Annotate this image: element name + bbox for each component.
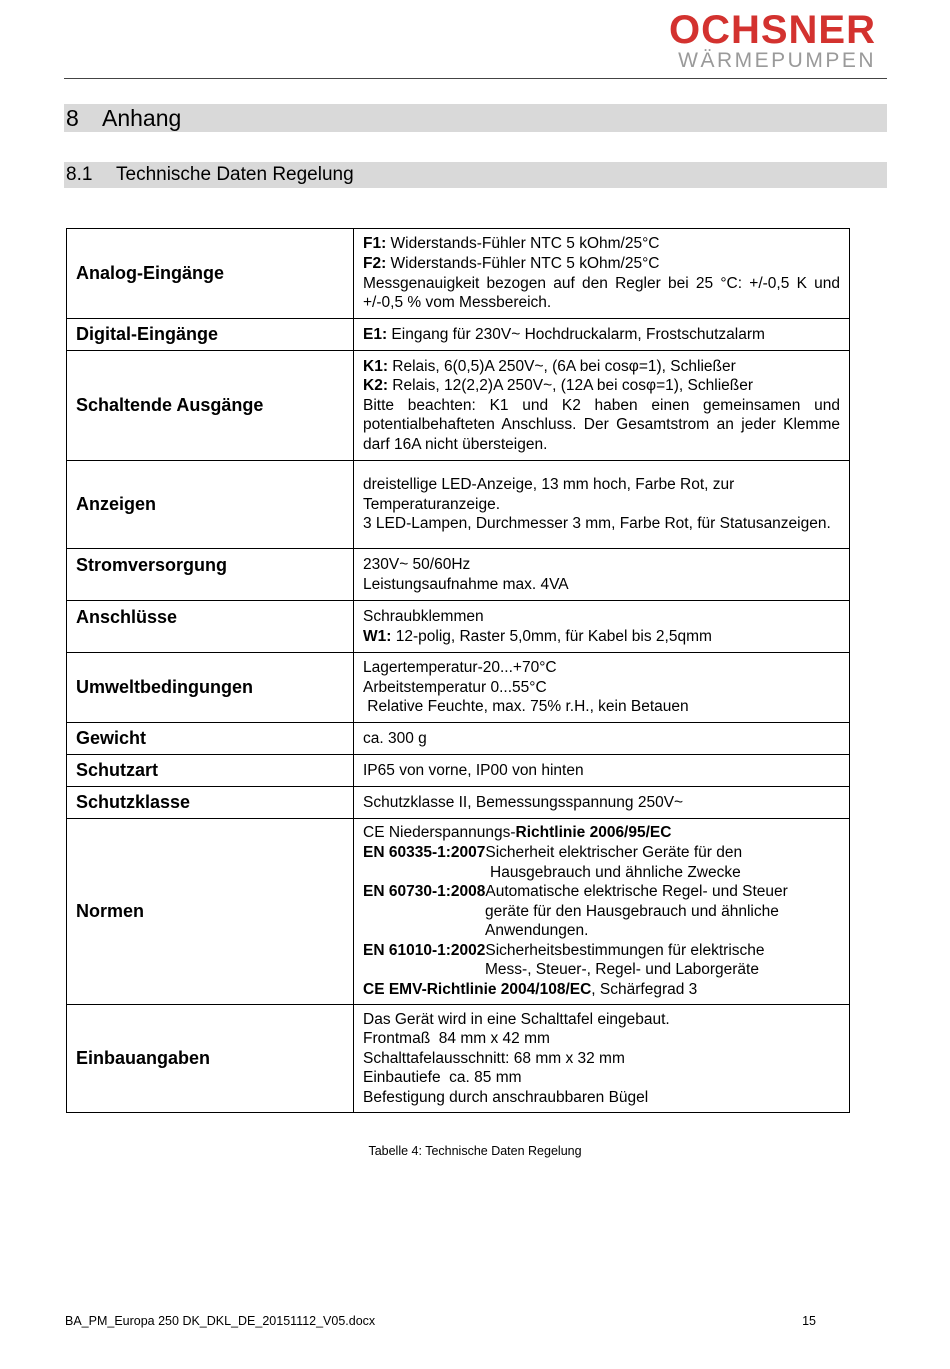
k1-text: Relais, 6(0,5)A 250V~, (6A bei cosφ=1), Schließer xyxy=(387,357,736,375)
table-row-installation xyxy=(67,1005,850,1113)
subsection-heading xyxy=(64,162,887,188)
f1-key: F1: xyxy=(363,235,387,253)
row-label: Umweltbedingungen xyxy=(67,653,354,723)
table-caption: Tabelle 4: Technische Daten Regelung xyxy=(368,1144,582,1158)
section-heading xyxy=(64,104,887,132)
row-value xyxy=(354,601,850,653)
installation-line: Das Gerät wird in eine Schalttafel eingebaut. xyxy=(363,1010,670,1028)
table-row-outputs xyxy=(67,351,850,461)
table-row-environment xyxy=(67,653,850,723)
f2-text: Widerstands-Fühler NTC 5 kOhm/25°C xyxy=(386,254,660,272)
w1-text: 12-polig, Raster 5,0mm, für Kabel bis 2,5qmm xyxy=(391,627,712,645)
emv-text: , Schärfegrad 3 xyxy=(591,981,698,999)
k1-key: K1: xyxy=(363,357,388,375)
table-row-power xyxy=(67,549,850,601)
row-value xyxy=(354,229,850,319)
power-line: Leistungsaufnahme max. 4VA xyxy=(363,575,569,593)
footer-filename: BA_PM_Europa 250 DK_DKL_DE_20151112_V05.docx xyxy=(65,1314,376,1328)
f1-text: Widerstands-Fühler NTC 5 kOhm/25°C xyxy=(386,235,660,253)
row-value: ca. 300 g xyxy=(354,723,850,755)
display-line: 3 LED-Lampen, Durchmesser 3 mm, Farbe Rot, für Statusanzeigen. xyxy=(363,515,831,533)
installation-line: Einbautiefe ca. 85 mm xyxy=(363,1069,522,1087)
e1-key: E1: xyxy=(363,325,388,343)
row-label: Einbauangaben xyxy=(67,1005,354,1113)
row-label: Schaltende Ausgänge xyxy=(67,351,354,461)
accuracy-note: Messgenauigkeit bezogen auf den Regler bei 25 °C: +/-0,5 K und +/-0,5 % vom Messbereich. xyxy=(363,274,840,312)
row-label: Normen xyxy=(67,819,354,1005)
row-value: Schutzklasse II, Bemessungsspannung 250V~ xyxy=(354,787,850,819)
en2-text: Automatische elektrische Regel- und Steuer xyxy=(485,883,788,901)
table-row-connections xyxy=(67,601,850,653)
table-row-digital xyxy=(67,319,850,351)
table-row-protection-class xyxy=(67,787,850,819)
power-line: 230V~ 50/60Hz xyxy=(363,555,471,573)
installation-line: Frontmaß 84 mm x 42 mm xyxy=(363,1030,550,1048)
e1-text: Eingang für 230V~ Hochdruckalarm, Frostschutzalarm xyxy=(387,325,765,343)
row-label: Anzeigen xyxy=(67,461,354,549)
table-row-weight xyxy=(67,723,850,755)
outputs-note: Bitte beachten: K1 und K2 haben einen gemeinsamen und potentialbehafteten Anschluss. Der Gesamtstrom an jeder Klemme darf 16A nicht übersteigen. xyxy=(363,396,840,453)
row-label: Schutzart xyxy=(67,755,354,787)
environment-line: Relative Feuchte, max. 75% r.H., kein Betauen xyxy=(363,698,689,716)
row-value xyxy=(354,1005,850,1113)
en1-continuation: Hausgebrauch und ähnliche Zwecke xyxy=(490,863,741,881)
technical-data-table xyxy=(66,228,850,1113)
row-label: Analog-Eingänge xyxy=(67,229,354,319)
installation-line: Schalttafelausschnitt: 68 mm x 32 mm xyxy=(363,1049,625,1067)
section-number: 8 xyxy=(66,105,79,131)
table-row-norms xyxy=(67,819,850,1005)
en2-key: EN 60730-1:2008 xyxy=(363,883,486,901)
en2-continuation: geräte für den Hausgebrauch und ähnliche xyxy=(485,902,779,920)
row-label: Anschlüsse xyxy=(67,601,354,653)
row-value xyxy=(354,653,850,723)
row-label: Stromversorgung xyxy=(67,549,354,601)
row-value xyxy=(354,461,850,549)
emv-directive: CE EMV-Richtlinie 2004/108/EC xyxy=(363,981,592,999)
table-row-protection xyxy=(67,755,850,787)
environment-line: Arbeitstemperatur 0...55°C xyxy=(363,678,547,696)
en1-key: EN 60335-1:2007 xyxy=(363,843,486,861)
row-value xyxy=(354,819,850,1005)
section-title: Anhang xyxy=(102,105,182,131)
ce-low-prefix: CE Niederspannungs- xyxy=(363,824,516,842)
row-value xyxy=(354,351,850,461)
en3-continuation: Mess-, Steuer-, Regel- und Laborgeräte xyxy=(485,961,759,979)
display-line: dreistellige LED-Anzeige, 13 mm hoch, Farbe Rot, zur Temperaturanzeige. xyxy=(363,476,735,513)
table-row-displays xyxy=(67,461,850,549)
row-label: Schutzklasse xyxy=(67,787,354,819)
row-value: IP65 von vorne, IP00 von hinten xyxy=(354,755,850,787)
row-label: Gewicht xyxy=(67,723,354,755)
k2-key: K2: xyxy=(363,377,388,395)
row-value xyxy=(354,319,850,351)
connections-line: Schraubklemmen xyxy=(363,607,484,625)
logo-tagline: WÄRMEPUMPEN xyxy=(678,49,876,72)
installation-line: Befestigung durch anschraubbaren Bügel xyxy=(363,1088,649,1106)
en3-key: EN 61010-1:2002 xyxy=(363,941,486,959)
f2-key: F2: xyxy=(363,254,387,272)
subsection-number: 8.1 xyxy=(66,164,93,185)
en1-text: Sicherheit elektrischer Geräte für den xyxy=(485,843,743,861)
en3-text: Sicherheitsbestimmungen für elektrische xyxy=(485,941,765,959)
subsection-title: Technische Daten Regelung xyxy=(116,164,354,185)
footer-page-number: 15 xyxy=(802,1314,816,1328)
logo-brand-name: OCHSNER xyxy=(668,8,876,52)
brand-logo xyxy=(669,10,876,72)
row-label: Digital-Eingänge xyxy=(67,319,354,351)
header-divider xyxy=(64,78,887,79)
k2-text: Relais, 12(2,2)A 250V~, (12A bei cosφ=1), Schließer xyxy=(387,377,754,395)
row-value xyxy=(354,549,850,601)
w1-key: W1: xyxy=(363,627,392,645)
table-row-analog xyxy=(67,229,850,319)
ce-low-directive: Richtlinie 2006/95/EC xyxy=(515,824,672,842)
en2-continuation: Anwendungen. xyxy=(485,922,589,940)
environment-line: Lagertemperatur-20...+70°C xyxy=(363,659,557,677)
